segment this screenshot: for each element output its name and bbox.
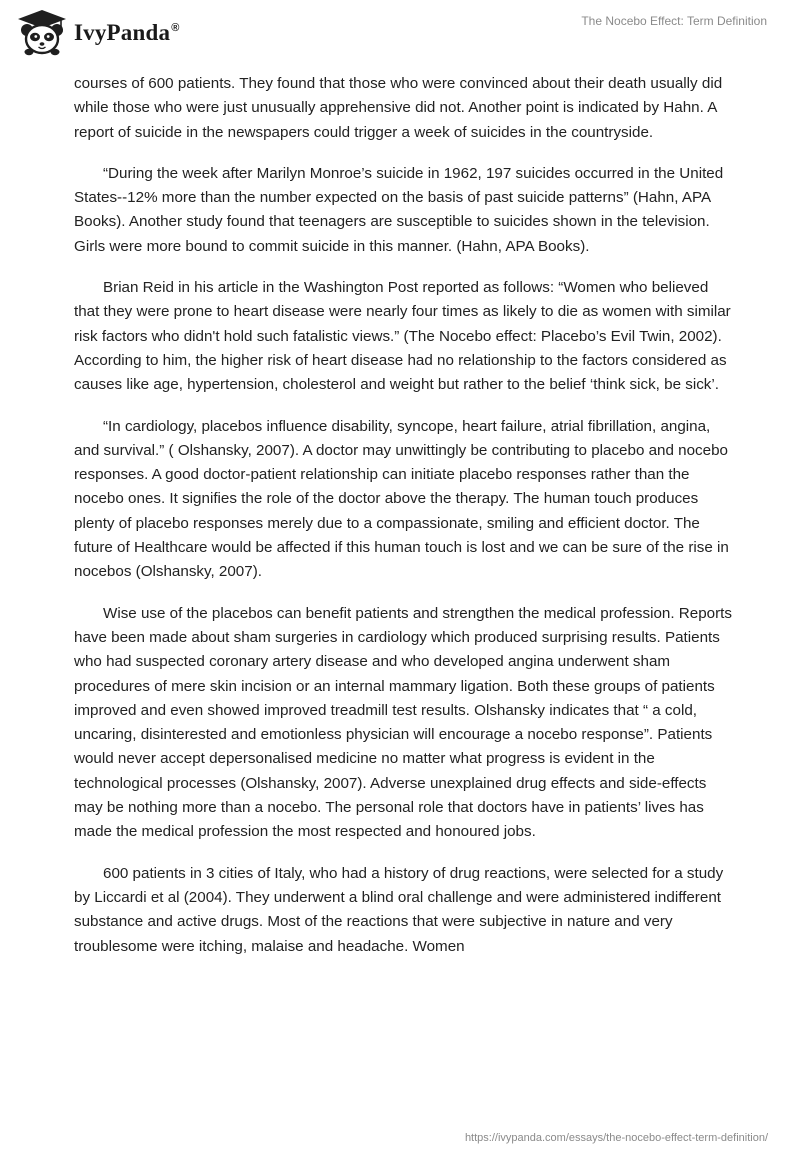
page-header (0, 0, 800, 70)
paragraph: Brian Reid in his article in the Washington Post reported as follows: “Women who believed that they were prone to heart disease were nearly four times as likely to die as women with similar risk factors who didn't hold such fatalistic views.” (The Nocebo effect: Placebo’s Evil Twin, 2002). According to him, the higher risk of heart disease had no relationship to the factors considered as causes like age, hypertension, cholesterol and weight but rather to the belief ‘think sick, be sick’. (74, 279, 731, 394)
paragraph: “During the week after Marilyn Monroe’s suicide in 1962, 197 suicides occurred in the United States--12% more than the number expected on the basis of past suicide patterns” (Hahn, APA Books). Another study found that teenagers are susceptible to suicides shown in the television. Girls were more bound to commit suicide in this manner. (Hahn, APA Books). (74, 164, 724, 255)
brand-name (74, 20, 180, 46)
paragraph: “In cardiology, placebos influence disability, syncope, heart failure, atrial fibrillation, angina, and survival.” ( Olshansky, 2007). A doctor may unwittingly be contributing to placebo and nocebo responses. A good doctor-patient relationship can initiate placebo responses rather than the nocebo ones. It signifies the role of the doctor above the therapy. The human touch produces plenty of placebo responses merely due to a compassionate, smiling and efficient doctor. The future of Healthcare would be affected if this human touch is lost and we can be sure of the rise in nocebos (Olshansky, 2007). (74, 417, 729, 581)
document-title: The Nocebo Effect: Term Definition (581, 14, 767, 28)
registered-mark: ® (171, 22, 180, 35)
paragraph: courses of 600 patients. They found that those who were convinced about their death usually did while those who were just unusually apprehensive did not. Another point is indicated by Hahn. A report of suicide in the newspapers could trigger a week of suicides in the countryside. (74, 75, 723, 141)
brand-logo[interactable] (14, 8, 180, 58)
paragraph: 600 patients in 3 cities of Italy, who had a history of drug reactions, were selected for a study by Liccardi et al (2004). They underwent a blind oral challenge and were administered indifferent substance and active drugs. Most of the reactions that were subjective in nature and very troublesome were itching, malaise and headache. Women (74, 864, 724, 955)
essay-body (74, 72, 734, 976)
source-url[interactable]: https://ivypanda.com/essays/the-nocebo-effect-term-definition/ (464, 1132, 768, 1144)
panda-logo-icon (14, 8, 70, 58)
brand-name-text: IvyPanda (74, 20, 171, 45)
paragraph: Wise use of the placebos can benefit patients and strengthen the medical profession. Reports have been made about sham surgeries in cardiology which produced surprising results. Patients who had suspected coronary artery disease and who developed angina underwent sham procedures of mere skin incision or an internal mammary ligation. Both these groups of patients improved and even showed improved treadmill test results. Olshansky indicates that “ a cold, uncaring, disinterested and emotionless physician will encourage a nocebo response”. Patients would never accept depersonalised medicine no matter what progress is evident in the technological processes (Olshansky, 2007). Adverse unexplained drug effects and side-effects may be nothing more than a nocebo. The personal role that doctors have in patients’ lives has made the medical profession the most respected and honoured jobs. (74, 604, 732, 841)
